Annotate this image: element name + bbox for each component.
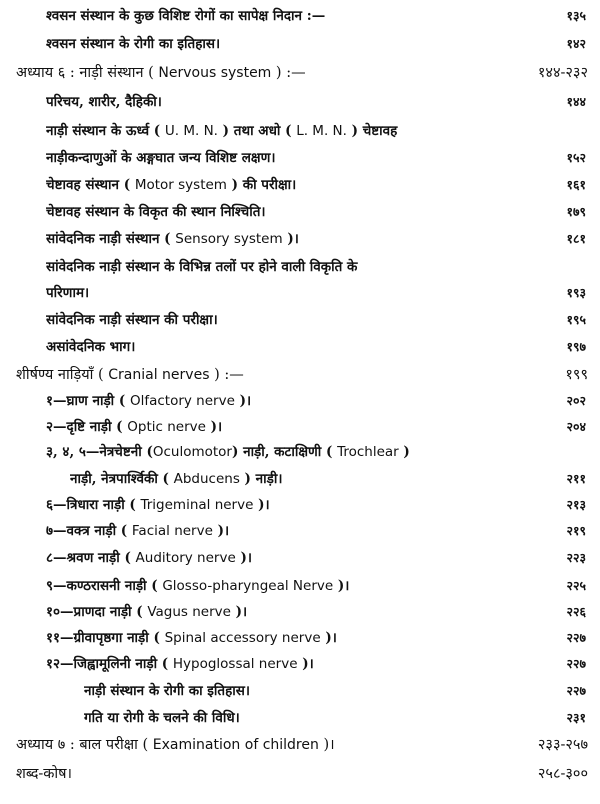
toc-chapter (0, 761, 600, 787)
toc-entry (0, 466, 600, 492)
toc-entry (0, 118, 600, 144)
toc-entry (0, 334, 600, 360)
toc-entry (0, 545, 600, 571)
entry-title: १२—जिह्वामूलिनी नाड़ी ( Hypoglossal nerve )। (46, 656, 314, 672)
entry-page: १३५ (566, 8, 586, 23)
toc-entry (0, 307, 600, 333)
toc-entry (0, 518, 600, 544)
toc-chapter (0, 60, 600, 86)
entry-title: परिणाम। (46, 285, 90, 301)
toc-entry (0, 414, 600, 440)
entry-page: २२५ (566, 578, 586, 593)
entry-title: ८—श्रवण नाड़ी ( Auditory nerve )। (46, 550, 252, 566)
toc-chapter (0, 362, 600, 388)
entry-title: ६—त्रिधारा नाड़ी ( Trigeminal nerve )। (46, 497, 270, 513)
entry-page: १७९ (566, 204, 586, 219)
entry-page: १९५ (566, 312, 586, 327)
toc-entry (0, 573, 600, 599)
entry-page: १४२ (566, 36, 586, 51)
entry-page: २०२ (566, 393, 586, 408)
chapter-title: अध्याय ७ : बाल परीक्षा ( Examination of children )। (16, 737, 335, 753)
chapter-page-range: २५८-३०० (537, 766, 588, 782)
entry-title: नाड़ी, नेत्रपार्श्विकी ( Abducens ) नाड़ी। (70, 471, 283, 487)
chapter-title: शब्द-कोष। (16, 766, 73, 782)
entry-page: २२७ (566, 656, 586, 671)
toc-entry (0, 388, 600, 414)
toc-entry (0, 145, 600, 171)
entry-page: १५२ (566, 150, 586, 165)
toc-entry (0, 651, 600, 677)
toc-entry (0, 599, 600, 625)
toc-entry (0, 678, 600, 704)
toc-entry (0, 625, 600, 651)
entry-page: १८१ (566, 231, 586, 246)
entry-title: ११—ग्रीवापृष्ठगा नाड़ी ( Spinal accessory nerve )। (46, 630, 337, 646)
entry-title: ९—कण्ठरासनी नाड़ी ( Glosso-pharyngeal Nerve )। (46, 578, 350, 594)
toc-entry (0, 172, 600, 198)
toc-entry (0, 280, 600, 306)
toc-entry (0, 31, 600, 57)
entry-title: असांवेदनिक भाग। (46, 339, 136, 355)
entry-title: सांवेदनिक नाड़ी संस्थान की परीक्षा। (46, 312, 218, 328)
entry-title: नाड़ी संस्थान के रोगी का इतिहास। (84, 683, 251, 699)
toc-entry (0, 226, 600, 252)
entry-page: १९७ (566, 339, 586, 354)
entry-title: श्वसन संस्थान के रोगी का इतिहास। (46, 36, 221, 52)
entry-title: २—दृष्टि नाड़ी ( Optic nerve )। (46, 419, 223, 435)
chapter-title: अध्याय ६ : नाड़ी संस्थान ( Nervous system ) :— (16, 65, 306, 81)
entry-title: चेष्टावह संस्थान ( Motor system ) की परीक्षा। (46, 177, 297, 193)
entry-title: नाड़ी संस्थान के ऊर्ध्व ( U. M. N. ) तथा अधो ( L. M. N. ) चेष्टावह (46, 123, 398, 139)
toc-entry (0, 705, 600, 731)
entry-page: २१३ (566, 497, 586, 512)
entry-title: ३, ४, ५—नेत्रचेष्टनी (Oculomotor) नाड़ी, कटाक्षिणी ( Trochlear ) (46, 444, 410, 460)
chapter-page-range: १४४-२३२ (537, 65, 588, 81)
entry-page: २३१ (566, 710, 586, 725)
toc-entry (0, 492, 600, 518)
entry-title: १०—प्राणदा नाड़ी ( Vagus nerve )। (46, 604, 248, 620)
entry-page: २२७ (566, 683, 586, 698)
chapter-page-range: १९९ (565, 367, 588, 383)
entry-page: १६१ (566, 177, 586, 192)
entry-page: २११ (566, 471, 586, 486)
toc-entry (0, 254, 600, 280)
chapter-page-range: २३३-२५७ (537, 737, 588, 753)
entry-page: १४४ (566, 94, 586, 109)
entry-title: सांवेदनिक नाड़ी संस्थान के विभिन्न तलों पर होने वाली विकृति के (46, 259, 358, 275)
chapter-title: शीर्षण्य नाड़ियाँ ( Cranial nerves ) :— (16, 367, 244, 383)
toc-entry (0, 199, 600, 225)
entry-page: १९३ (566, 285, 586, 300)
entry-title: नाड़ीकन्दाणुओं के अङ्गघात जन्य विशिष्ट लक्षण। (46, 150, 276, 166)
toc-entry (0, 3, 600, 29)
entry-title: चेष्टावह संस्थान के विकृत की स्थान निश्चिति। (46, 204, 266, 220)
entry-page: २२६ (566, 604, 586, 619)
entry-page: २१९ (566, 523, 586, 538)
entry-page: २२७ (566, 630, 586, 645)
toc-entry (0, 89, 600, 115)
entry-title: ७—वक्त्र नाड़ी ( Facial nerve )। (46, 523, 230, 539)
toc-entry (0, 439, 600, 465)
entry-page: २०४ (566, 419, 586, 434)
toc-chapter (0, 732, 600, 758)
entry-title: सांवेदनिक नाड़ी संस्थान ( Sensory system )। (46, 231, 299, 247)
entry-page: २२३ (566, 550, 586, 565)
entry-title: श्वसन संस्थान के कुछ विशिष्ट रोगों का सापेक्ष निदान :— (46, 8, 326, 24)
entry-title: १—घ्राण नाड़ी ( Olfactory nerve )। (46, 393, 252, 409)
entry-title: गति या रोगी के चलने की विधि। (84, 710, 240, 726)
entry-title: परिचय, शारीर, दैहिकी। (46, 94, 162, 110)
